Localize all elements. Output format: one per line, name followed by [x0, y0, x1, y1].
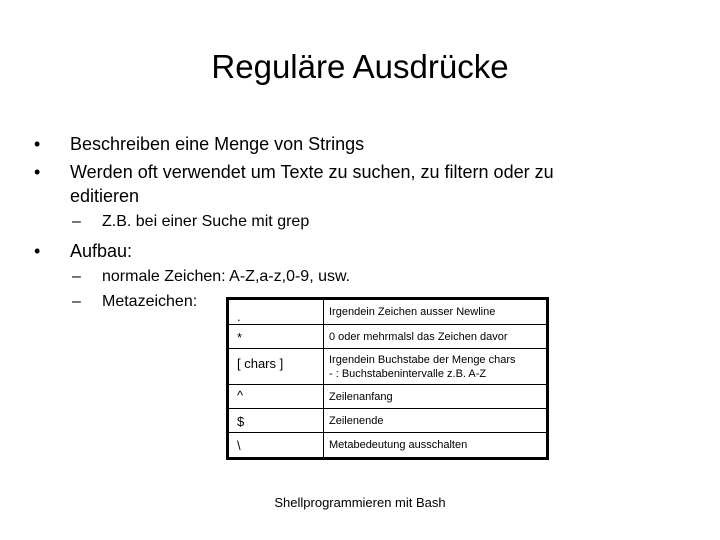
bullet-aufbau [34, 240, 133, 263]
metachar-symbol: $ [228, 409, 324, 433]
slide-footer: Shellprogrammieren mit Bash [274, 495, 446, 510]
metachar-symbol: . [228, 299, 324, 325]
bullet-mark: • [34, 134, 41, 154]
metachar-description: Irgendein Buchstabe der Menge chars [329, 354, 516, 366]
bullet-strings [34, 133, 365, 156]
bullet-text: Beschreiben eine Menge von Strings [70, 134, 365, 154]
metachar-symbol: \ [228, 433, 324, 459]
bullet-text: editieren [70, 186, 140, 206]
sub-item-text: Z.B. bei einer Suche mit grep [102, 213, 310, 230]
table-row [228, 325, 548, 349]
metachar-symbol: ^ [228, 385, 324, 409]
sub-item-text: Metazeichen: [102, 293, 198, 310]
table-row [228, 433, 548, 459]
metachar-description-line2: - : Buchstabenintervalle z.B. A-Z [329, 368, 487, 380]
bullet-usage [34, 161, 554, 184]
bullet-text: Werden oft verwendet um Texte zu suchen, zu filtern oder zu [70, 162, 554, 182]
metachar-description: Irgendein Zeichen ausser Newline [324, 299, 548, 325]
metachar-table [226, 297, 549, 460]
dash-mark: – [72, 293, 81, 310]
bullet-usage-continued [70, 185, 139, 208]
sub-item-normal-chars [72, 267, 351, 287]
bullet-mark: • [34, 162, 41, 182]
metachar-description: Zeilenende [324, 409, 548, 433]
metachar-symbol: * [228, 325, 324, 349]
bullet-mark: • [34, 241, 41, 261]
table-row [228, 299, 548, 325]
metachar-description: Zeilenanfang [324, 385, 548, 409]
sub-item-grep [72, 212, 310, 232]
table-row [228, 409, 548, 433]
slide-title: Reguläre Ausdrücke [211, 48, 509, 85]
sub-item-text: normale Zeichen: A-Z,a-z,0-9, usw. [102, 268, 351, 285]
metachar-description-cell [324, 349, 548, 385]
metachar-description: Metabedeutung ausschalten [324, 433, 548, 459]
sub-item-metachars [72, 292, 198, 312]
bullet-text: Aufbau: [70, 241, 133, 261]
table-row [228, 385, 548, 409]
table-row [228, 349, 548, 385]
dash-mark: – [72, 268, 81, 285]
metachar-description: 0 oder mehrmalsl das Zeichen davor [324, 325, 548, 349]
dash-mark: – [72, 213, 81, 230]
metachar-symbol: [ chars ] [228, 349, 324, 385]
